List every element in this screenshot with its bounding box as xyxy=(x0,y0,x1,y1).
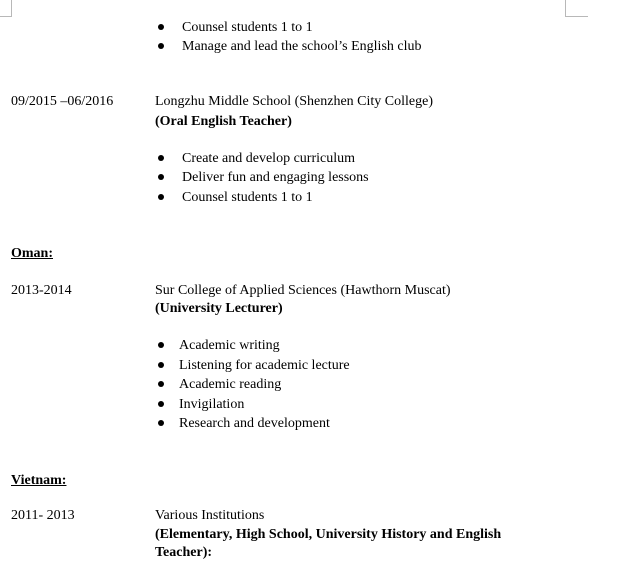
entry-date: 2011- 2013 xyxy=(11,508,75,523)
bullet-text: Counsel students 1 to 1 xyxy=(182,190,313,205)
bullet-text: Academic writing xyxy=(179,338,280,353)
entry-date: 09/2015 –06/2016 xyxy=(11,94,114,109)
entry-institution: Various Institutions xyxy=(155,508,265,523)
bullet-text: Deliver fun and engaging lessons xyxy=(182,170,369,185)
bullet-icon xyxy=(158,155,164,161)
bullet-icon xyxy=(158,362,164,368)
bullet-text: Invigilation xyxy=(179,397,245,412)
entry-date: 2013-2014 xyxy=(11,283,72,298)
bullet-icon xyxy=(158,174,164,180)
bullet-icon xyxy=(158,381,164,387)
section-heading-vietnam: Vietnam: xyxy=(11,473,67,488)
bullet-text: Counsel students 1 to 1 xyxy=(182,20,313,35)
bullet-text: Listening for academic lecture xyxy=(179,358,350,373)
section-heading-oman: Oman: xyxy=(11,246,53,261)
entry-institution: Longzhu Middle School (Shenzhen City College) xyxy=(155,94,434,109)
bullet-icon xyxy=(158,24,164,30)
bullet-text: Manage and lead the school’s English club xyxy=(182,39,422,54)
bullet-icon xyxy=(158,43,164,49)
bullet-text: Create and develop curriculum xyxy=(182,151,355,166)
entry-role: (University Lecturer) xyxy=(155,301,283,316)
bullet-icon xyxy=(158,420,164,426)
entry-institution: Sur College of Applied Sciences (Hawthorn Muscat) xyxy=(155,283,451,298)
page-corner-mark-right xyxy=(565,0,588,17)
bullet-text: Academic reading xyxy=(179,377,282,392)
bullet-text: Research and development xyxy=(179,416,330,431)
page-corner-mark-left xyxy=(0,0,12,17)
bullet-icon xyxy=(158,194,164,200)
entry-role: (Oral English Teacher) xyxy=(155,114,292,129)
entry-role: (Elementary, High School, University History and English xyxy=(155,527,502,542)
bullet-icon xyxy=(158,401,164,407)
bullet-icon xyxy=(158,342,164,348)
entry-role-continued: Teacher): xyxy=(155,545,213,560)
